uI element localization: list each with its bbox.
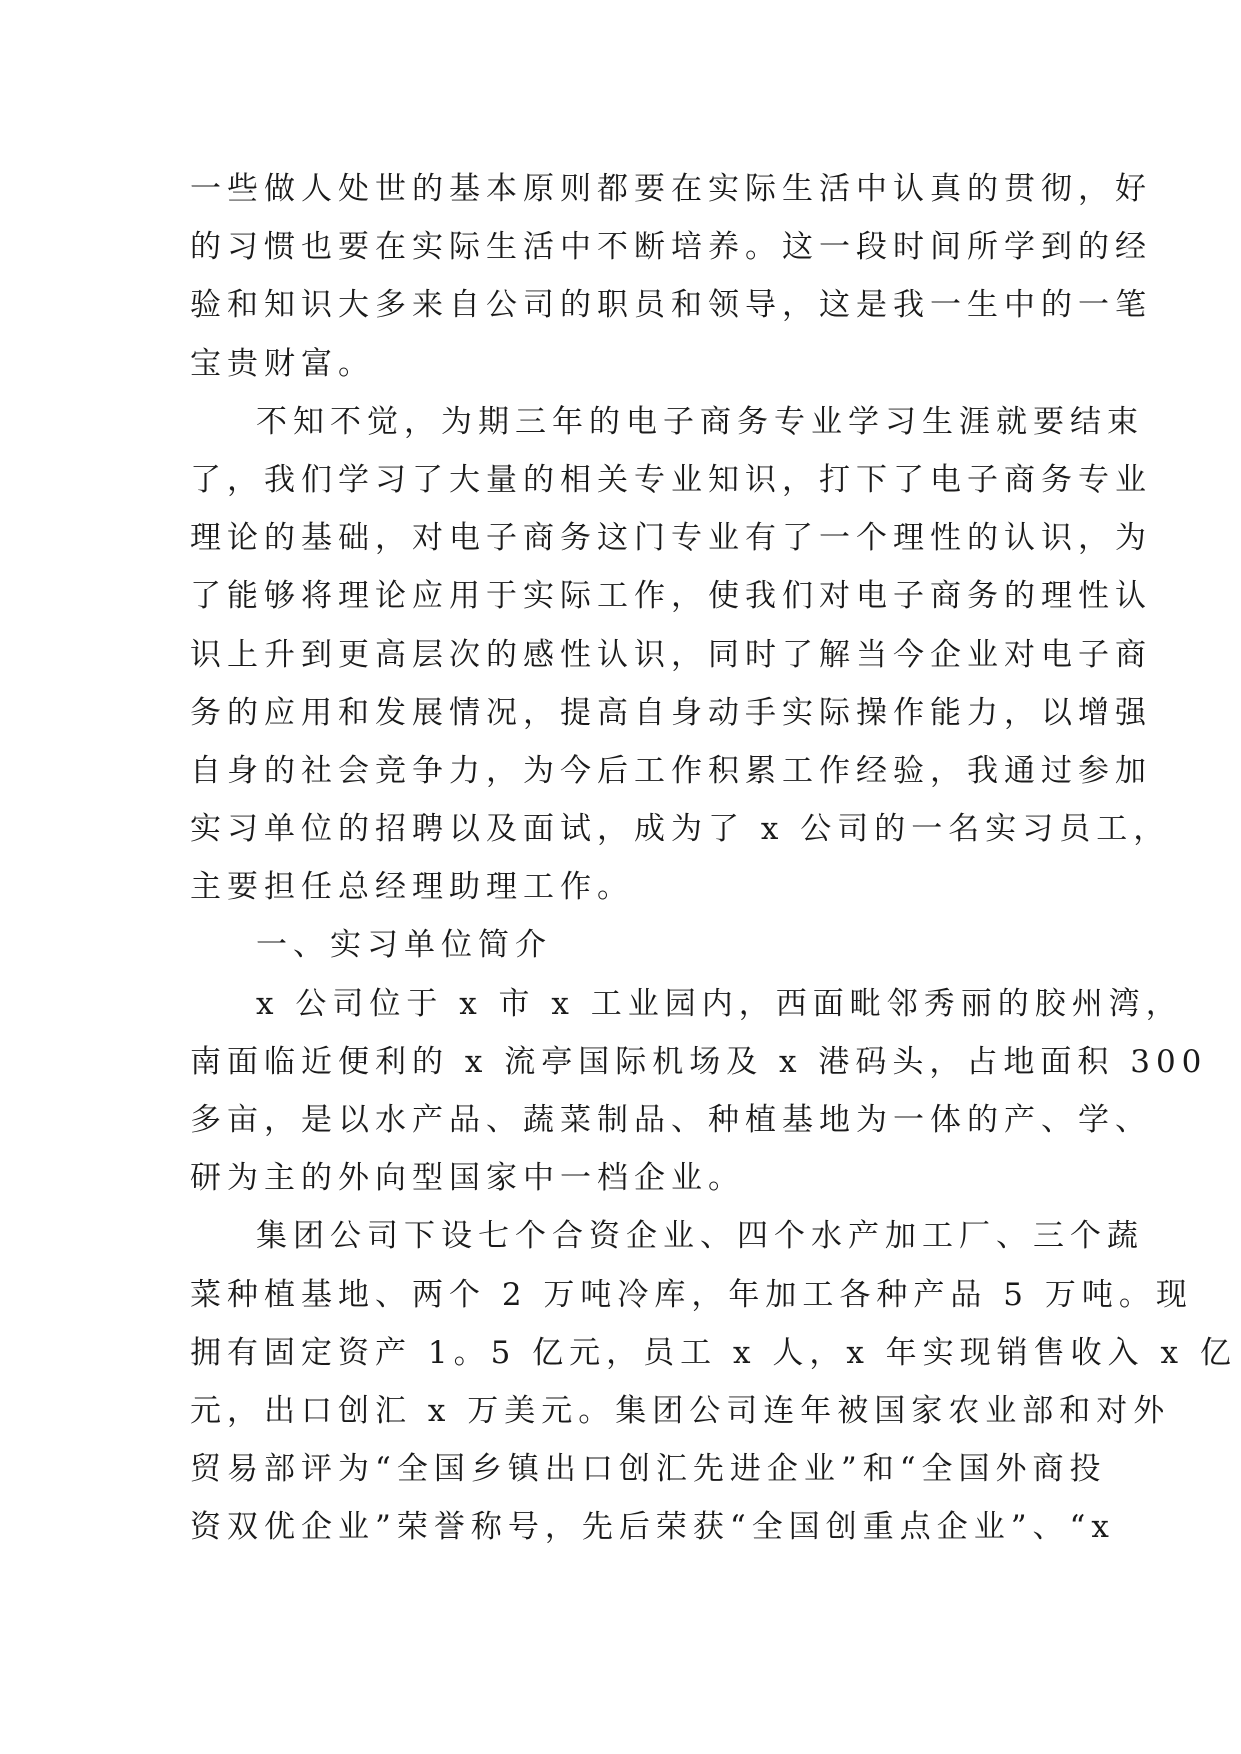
text-line: 不知不觉，为期三年的电子商务专业学习生涯就要结束: [256, 403, 1144, 440]
text-line: 验和知识大多来自公司的职员和领导，这是我一生中的一笔: [190, 287, 1152, 324]
text-line: 南面临近便利的 x 流亭国际机场及 x 港码头，占地面积 300: [190, 1043, 1208, 1080]
text-line: 理论的基础，对电子商务这门专业有了一个理性的认识，为: [190, 520, 1152, 557]
text-line: x 公司位于 x 市 x 工业园内，西面毗邻秀丽的胶州湾，: [256, 985, 1183, 1022]
text-line: 集团公司下设七个合资企业、四个水产加工厂、三个蔬: [256, 1218, 1144, 1255]
text-line: 研为主的外向型国家中一档企业。: [190, 1160, 745, 1197]
text-line: 识上升到更高层次的感性认识，同时了解当今企业对电子商: [190, 636, 1152, 673]
text-line: 实习单位的招聘以及面试，成为了 x 公司的一名实习员工，: [190, 811, 1171, 848]
document-page: [190, 160, 1237, 1557]
text-line: 菜种植基地、两个 2 万吨冷库，年加工各种产品 5 万吨。现: [190, 1276, 1193, 1313]
text-line: 一些做人处世的基本原则都要在实际生活中认真的贯彻，好: [190, 171, 1152, 207]
section-heading: 一、实习单位简介: [256, 927, 552, 964]
text-line: 宝贵财富。: [190, 345, 375, 382]
text-line: 了能够将理论应用于实际工作，使我们对电子商务的理性认: [190, 578, 1152, 615]
text-line: 务的应用和发展情况，提高自身动手实际操作能力，以增强: [190, 694, 1152, 731]
text-line: 了，我们学习了大量的相关专业知识，打下了电子商务专业: [190, 461, 1152, 498]
text-line: 拥有固定资产 1。5 亿元，员工 x 人，x 年实现销售收入 x 亿: [190, 1334, 1237, 1371]
text-line: 元，出口创汇 x 万美元。集团公司连年被国家农业部和对外: [190, 1392, 1171, 1429]
text-line: 自身的社会竞争力，为今后工作积累工作经验，我通过参加: [190, 752, 1152, 789]
text-line: 资双优企业”荣誉称号，先后荣获“全国创重点企业”、“x: [190, 1509, 1115, 1546]
text-line: 主要担任总经理助理工作。: [190, 869, 634, 906]
text-line: 多亩，是以水产品、蔬菜制品、种植基地为一体的产、学、: [190, 1102, 1152, 1138]
text-line: 的习惯也要在实际生活中不断培养。这一段时间所学到的经: [190, 229, 1152, 266]
text-line: 贸易部评为“全国乡镇出口创汇先进企业”和“全国外商投: [190, 1451, 1107, 1488]
